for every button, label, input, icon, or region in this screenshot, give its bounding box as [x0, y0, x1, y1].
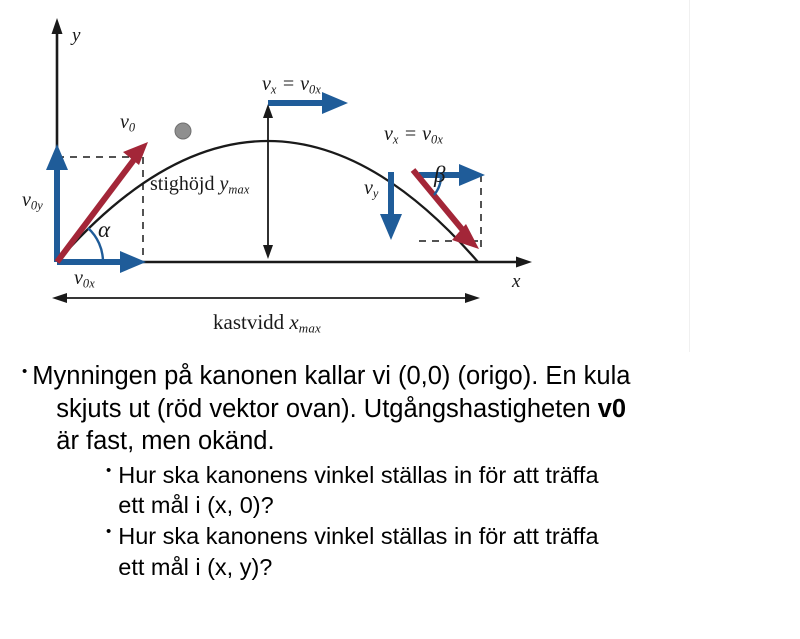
- vx-equals-v0x-top-label: [262, 74, 321, 96]
- v-resultant-descent-vector: [413, 170, 479, 249]
- max-height-caption: [150, 174, 250, 196]
- bullet-line-2-pre: skjuts ut (röd vektor ovan). Utgångshastigheten: [56, 394, 598, 423]
- range-caption-sub: max: [298, 320, 322, 336]
- v0-vector: [57, 142, 148, 262]
- bullet-level2-2: [106, 521, 782, 582]
- max-height-caption-text: stighöjd: [150, 173, 220, 195]
- v0x-base: v: [74, 267, 83, 289]
- range-caption-base: x: [289, 310, 299, 334]
- vx-top-left-base: v: [262, 73, 271, 95]
- max-height-arrow: [263, 104, 273, 259]
- alpha-label: α: [98, 217, 111, 242]
- bullet-text: [118, 460, 782, 521]
- bullet-line-1: Hur ska kanonens vinkel ställas in för att träffa: [118, 522, 599, 549]
- vx-top-left-sub: x: [270, 82, 277, 97]
- v0-emphasis: v0: [597, 394, 627, 423]
- vy-base: v: [364, 177, 373, 199]
- v0x-label: [74, 268, 95, 290]
- v0-label: [120, 112, 135, 134]
- bullet-text: [32, 360, 782, 458]
- vy-label: [364, 178, 379, 200]
- v0y-vector: [46, 144, 68, 262]
- v0y-sub: 0y: [30, 198, 43, 213]
- bullet-marker: •: [106, 522, 112, 540]
- vx-top-right-sub: 0x: [308, 82, 322, 97]
- vx-top-right-base: v: [300, 73, 309, 95]
- max-height-caption-base: y: [219, 173, 229, 195]
- y-axis-label: y: [72, 25, 81, 46]
- vx-descent-vector: [419, 164, 485, 186]
- trajectory-point-marker: [175, 123, 191, 139]
- vx-right-left-sub: x: [392, 132, 399, 147]
- vx-right-equals: =: [403, 123, 418, 145]
- v0-sub: 0: [128, 120, 136, 135]
- bullet-line-2: ett mål i (x, 0)?: [118, 492, 274, 519]
- vx-right-right-base: v: [422, 123, 431, 145]
- bullet-line-3: är fast, men okänd.: [56, 427, 275, 456]
- bullet-marker: •: [106, 461, 112, 479]
- vx-right-right-sub: 0x: [430, 132, 444, 147]
- vx-top-equals: =: [281, 73, 296, 95]
- x-axis-label: x: [512, 271, 521, 292]
- v0x-sub: 0x: [82, 276, 95, 291]
- bullet-line-2: ett mål i (x, y)?: [118, 553, 273, 580]
- bullet-text: [118, 521, 782, 582]
- vx-equals-v0x-right-label: [384, 124, 443, 146]
- bullet-line-1: Mynningen på kanonen kallar vi (0,0) (origo). En kula: [32, 362, 631, 390]
- vy-descent-vector: [380, 172, 402, 240]
- range-caption-text: kastvidd: [213, 310, 290, 334]
- v0y-base: v: [22, 189, 31, 211]
- v0-base: v: [120, 111, 129, 133]
- vy-sub: y: [372, 186, 379, 201]
- range-arrow: [52, 293, 480, 303]
- vx-right-left-base: v: [384, 123, 393, 145]
- slide-body-text: [0, 360, 800, 582]
- bullet-level2-1: [106, 460, 782, 521]
- bullet-marker: •: [22, 363, 28, 380]
- bullet-line-1: Hur ska kanonens vinkel ställas in för att träffa: [118, 461, 599, 488]
- beta-label: β: [434, 162, 446, 187]
- bullet-line-2: [32, 393, 782, 426]
- range-caption: [213, 312, 321, 335]
- bullet-level1-1: [22, 360, 782, 458]
- v0y-label: [22, 190, 43, 212]
- max-height-caption-sub: max: [228, 182, 250, 197]
